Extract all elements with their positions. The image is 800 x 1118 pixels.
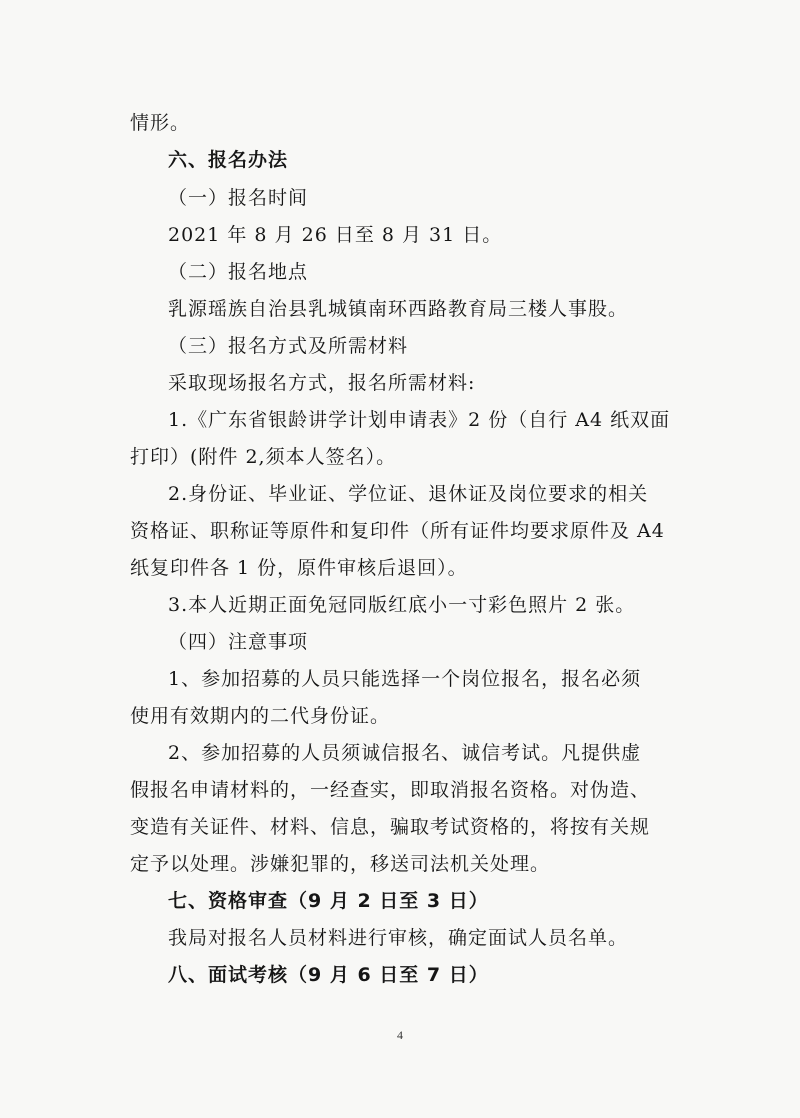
text-line-note-2-cont2: 变造有关证件、材料、信息，骗取考试资格的，将按有关规 <box>130 816 651 838</box>
section-heading-interview: 八、面试考核（9 月 6 日至 7 日） <box>168 964 489 986</box>
section-heading-registration: 六、报名办法 <box>168 149 289 171</box>
text-line-item-3: 3.本人近期正面免冠同版红底小一寸彩色照片 2 张。 <box>168 594 636 616</box>
text-line-note-2: 2、参加招募的人员须诚信报名、诚信考试。凡提供虚 <box>168 742 642 764</box>
subheading-registration-method: （三）报名方式及所需材料 <box>168 335 409 357</box>
text-line-note-1: 1、参加招募的人员只能选择一个岗位报名，报名必须 <box>168 668 642 690</box>
text-line-review: 我局对报名人员材料进行审核，确定面试人员名单。 <box>168 927 629 949</box>
text-line-method-intro: 采取现场报名方式，报名所需材料: <box>168 372 476 394</box>
section-heading-qualification-review: 七、资格审查（9 月 2 日至 3 日） <box>168 890 489 912</box>
text-line-continuation: 情形。 <box>130 112 191 134</box>
subheading-registration-time: （一）报名时间 <box>168 187 309 209</box>
text-line-item-2-cont: 资格证、职称证等原件和复印件（所有证件均要求原件及 A4 <box>130 520 665 542</box>
text-line-note-2-cont: 假报名申请材料的，一经查实，即取消报名资格。对伪造、 <box>130 779 651 801</box>
page-number: 4 <box>397 1028 403 1042</box>
subheading-notes: （四）注意事项 <box>168 631 309 653</box>
text-line-note-1-cont: 使用有效期内的二代身份证。 <box>130 705 391 727</box>
text-line-registration-address: 乳源瑶族自治县乳城镇南环西路教育局三楼人事股。 <box>168 298 629 320</box>
text-line-note-2-cont3: 定予以处理。涉嫌犯罪的，移送司法机关处理。 <box>130 853 551 875</box>
subheading-registration-place: （二）报名地点 <box>168 261 309 283</box>
text-line-registration-dates: 2021 年 8 月 26 日至 8 月 31 日。 <box>168 224 503 246</box>
text-line-item-1-cont: 打印）(附件 2,须本人签名）。 <box>130 446 397 468</box>
text-line-item-2-cont2: 纸复印件各 1 份，原件审核后退回）。 <box>130 557 468 579</box>
text-line-item-1: 1.《广东省银龄讲学计划申请表》2 份（自行 A4 纸双面 <box>168 409 671 431</box>
text-line-item-2: 2.身份证、毕业证、学位证、退休证及岗位要求的相关 <box>168 483 649 505</box>
